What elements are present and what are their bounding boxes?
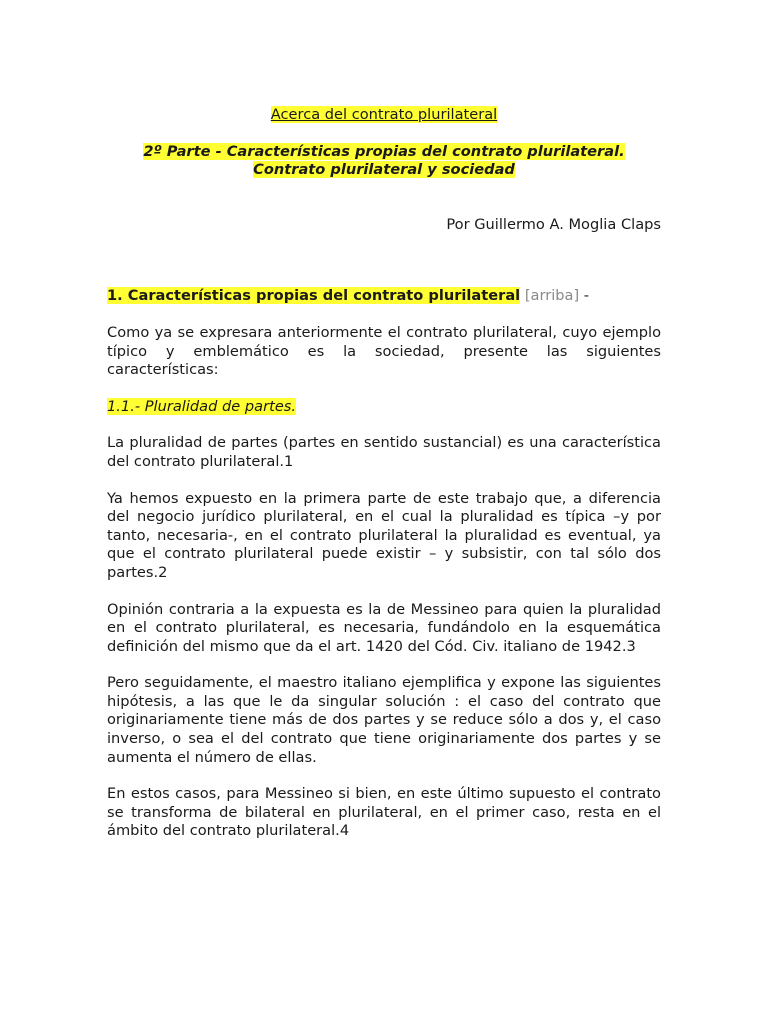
subsection-1-1-heading xyxy=(107,398,661,417)
subtitle-line-2: Contrato plurilateral y sociedad xyxy=(253,161,515,179)
author-byline: Por Guillermo A. Moglia Claps xyxy=(446,215,661,233)
section-1-title: 1. Características propias del contrato plurilateral xyxy=(107,287,521,305)
subsection-1-1-title: 1.1.- Pluralidad de partes. xyxy=(107,397,297,415)
top-link[interactable]: [arriba] xyxy=(524,287,580,305)
intro-paragraph: Como ya se expresara anteriormente el contrato plurilateral, cuyo ejemplo típico y emblemático es la sociedad, presente las siguientes características: xyxy=(107,323,661,379)
paragraph-4: Pero seguidamente, el maestro italiano ejemplifica y expone las siguientes hipótesis, a las que le da singular solución : el caso del contrato que originariamente tiene más de dos partes y se reduce sólo a dos y, el caso inverso, o sea el del contrato que tiene originariamente dos partes y se aumenta el número de ellas. xyxy=(107,674,661,766)
document-body xyxy=(107,106,661,841)
subtitle-line-1: 2º Parte - Características propias del contrato plurilateral. xyxy=(143,142,625,160)
paragraph-2: Ya hemos expuesto en la primera parte de este trabajo que, a diferencia del negocio jurídico plurilateral, en el cual la pluralidad es típica –y por tanto, necesaria-, en el contrato plurilateral la pluralidad es eventual, ya que el contrato plurilateral puede existir – y subsistir, con tal sólo dos partes.2 xyxy=(107,489,661,581)
paragraph-1: La pluralidad de partes (partes en sentido sustancial) es una característica del contrato plurilateral.1 xyxy=(107,434,661,470)
paragraph-5: En estos casos, para Messineo si bien, en este último supuesto el contrato se transforma de bilateral en plurilateral, en el primer caso, resta en el ámbito del contrato plurilateral.4 xyxy=(107,785,661,840)
paragraph-3: Opinión contraria a la expuesta es la de Messineo para quien la pluralidad en el contrato plurilateral, es necesaria, fundándolo en la esquemática definición del mismo que da el art. 1420 del Cód. Civ. italiano de 1942.3 xyxy=(107,600,661,655)
section-1-heading xyxy=(107,287,661,306)
document-subtitle xyxy=(107,143,661,180)
document-title xyxy=(107,106,661,125)
title-text: Acerca del contrato plurilateral xyxy=(270,106,498,123)
section-1-dash: - xyxy=(579,287,590,305)
